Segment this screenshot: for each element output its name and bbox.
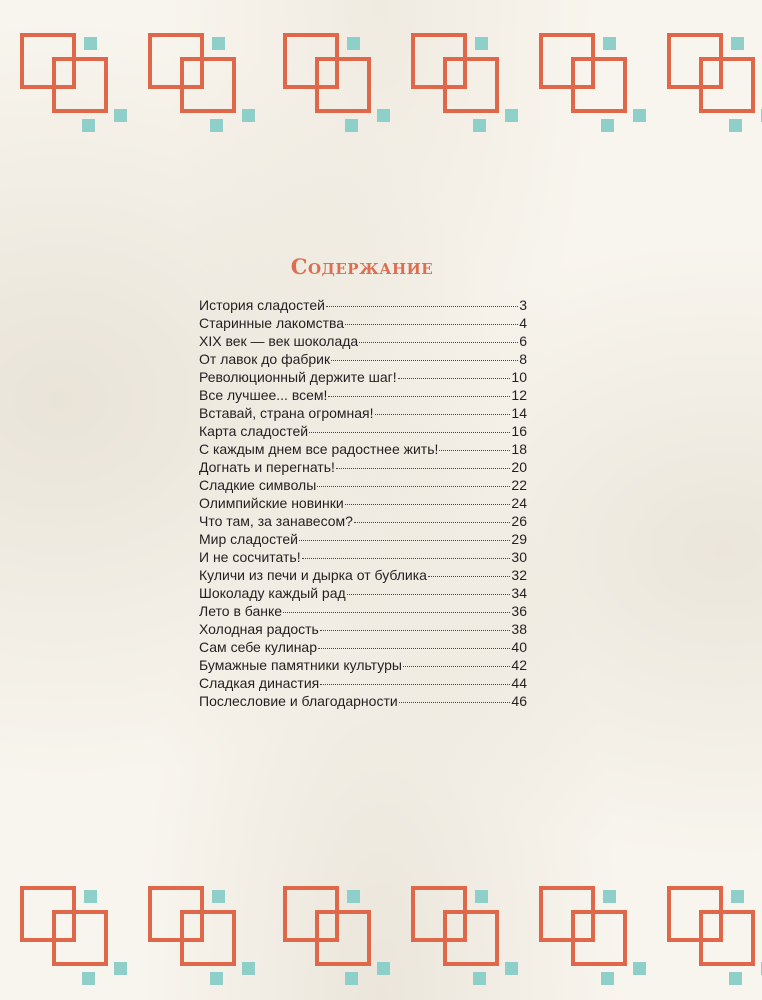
dot-leader (320, 683, 510, 685)
toc-entry[interactable] (199, 459, 527, 477)
toc-entry[interactable] (199, 351, 527, 369)
toc-entry-page-number: 6 (519, 333, 527, 349)
dot-leader (345, 323, 518, 325)
toc-entry-title: И не сосчитать! (199, 549, 301, 565)
dot-leader (302, 557, 511, 559)
toc-entry-page-number: 44 (511, 675, 527, 691)
dot-leader (317, 485, 510, 487)
toc-entry-title: Сладкие символы (199, 477, 317, 493)
toc-entry[interactable] (199, 369, 527, 387)
toc-entry-page-number: 4 (519, 315, 527, 331)
dot-leader (318, 647, 510, 649)
dot-leader (439, 449, 510, 451)
toc-entry[interactable] (199, 531, 527, 549)
toc-entry-page-number: 22 (511, 477, 527, 493)
toc-entry-title: Карта сладостей (199, 423, 309, 439)
toc-entry-page-number: 10 (511, 369, 527, 385)
toc-entry-page-number: 18 (511, 441, 527, 457)
toc-entry[interactable] (199, 441, 527, 459)
toc-entry-page-number: 16 (511, 423, 527, 439)
toc-entry[interactable] (199, 657, 527, 675)
interlocked-squares-ornament-icon (283, 27, 383, 127)
toc-entry[interactable] (199, 639, 527, 657)
dot-leader (403, 665, 510, 667)
dot-leader (328, 395, 510, 397)
dot-leader (309, 431, 510, 433)
dot-leader (428, 575, 510, 577)
dot-leader (320, 629, 511, 631)
dot-leader (354, 521, 510, 523)
toc-entry-title: Бумажные памятники культуры (199, 657, 402, 673)
interlocked-squares-ornament-icon (539, 27, 639, 127)
toc-entry[interactable] (199, 621, 527, 639)
toc-entry[interactable] (199, 603, 527, 621)
bottom-ornament-border (0, 880, 762, 980)
toc-entry-title: От лавок до фабрик (199, 351, 331, 367)
interlocked-squares-ornament-icon (148, 880, 248, 980)
toc-entry-page-number: 24 (511, 495, 527, 511)
toc-entry-title: XIX век — век шоколада (199, 333, 359, 349)
dot-leader (326, 305, 518, 307)
toc-entry-title: Старинные лакомства (199, 315, 345, 331)
toc-entry[interactable] (199, 315, 527, 333)
toc-entry[interactable] (199, 675, 527, 693)
toc-entry[interactable] (199, 387, 527, 405)
toc-entry-title: Лето в банке (199, 603, 283, 619)
interlocked-squares-ornament-icon (667, 880, 762, 980)
toc-entry-title: Холодная радость (199, 621, 319, 637)
toc-entry-title: Куличи из печи и дырка от бублика (199, 567, 427, 583)
toc-entry-page-number: 8 (519, 351, 527, 367)
interlocked-squares-ornament-icon (283, 880, 383, 980)
toc-entry[interactable] (199, 405, 527, 423)
table-of-contents (199, 297, 527, 711)
toc-entry-title: Послесловие и благодарности (199, 693, 398, 709)
toc-entry-page-number: 14 (511, 405, 527, 421)
toc-entry-title: Что там, за занавесом? (199, 513, 353, 529)
dot-leader (283, 611, 510, 613)
toc-entry-title: Сладкая династия (199, 675, 320, 691)
toc-entry[interactable] (199, 423, 527, 441)
toc-entry-page-number: 12 (511, 387, 527, 403)
toc-entry-page-number: 26 (511, 513, 527, 529)
interlocked-squares-ornament-icon (667, 27, 762, 127)
interlocked-squares-ornament-icon (411, 880, 511, 980)
toc-entry-page-number: 42 (511, 657, 527, 673)
toc-entry-title: Вставай, страна огромная! (199, 405, 374, 421)
dot-leader (299, 539, 510, 541)
toc-entry[interactable] (199, 585, 527, 603)
toc-entry-page-number: 30 (511, 549, 527, 565)
interlocked-squares-ornament-icon (20, 27, 120, 127)
dot-leader (347, 593, 511, 595)
interlocked-squares-ornament-icon (148, 27, 248, 127)
toc-entry[interactable] (199, 693, 527, 711)
top-ornament-border (0, 27, 762, 127)
toc-entry[interactable] (199, 567, 527, 585)
toc-entry-page-number: 46 (511, 693, 527, 709)
dot-leader (398, 377, 511, 379)
toc-entry[interactable] (199, 513, 527, 531)
toc-entry-title: Мир сладостей (199, 531, 298, 547)
dot-leader (399, 701, 511, 703)
toc-entry-title: Все лучшее... всем! (199, 387, 328, 403)
toc-entry-title: Догнать и перегнать! (199, 459, 335, 475)
toc-entry[interactable] (199, 333, 527, 351)
toc-entry[interactable] (199, 477, 527, 495)
toc-entry-title: Шоколаду каждый рад (199, 585, 346, 601)
toc-entry-page-number: 40 (511, 639, 527, 655)
toc-entry[interactable] (199, 297, 527, 315)
toc-entry-title: Сам себе кулинар (199, 639, 318, 655)
toc-entry-page-number: 32 (511, 567, 527, 583)
page-title: Содержание (290, 254, 434, 279)
toc-entry-page-number: 20 (511, 459, 527, 475)
toc-entry-title: Олимпийские новинки (199, 495, 344, 511)
toc-entry-page-number: 3 (519, 297, 527, 313)
dot-leader (375, 413, 511, 415)
dot-leader (331, 359, 518, 361)
toc-entry[interactable] (199, 495, 527, 513)
dot-leader (336, 467, 511, 469)
toc-entry[interactable] (199, 549, 527, 567)
interlocked-squares-ornament-icon (20, 880, 120, 980)
toc-entry-page-number: 34 (511, 585, 527, 601)
toc-entry-title: История сладостей (199, 297, 325, 313)
interlocked-squares-ornament-icon (411, 27, 511, 127)
toc-entry-title: Революционный держите шаг! (199, 369, 397, 385)
toc-entry-page-number: 29 (511, 531, 527, 547)
dot-leader (345, 503, 511, 505)
toc-entry-page-number: 38 (511, 621, 527, 637)
interlocked-squares-ornament-icon (539, 880, 639, 980)
dot-leader (359, 341, 518, 343)
toc-entry-title: С каждым днем все радостнее жить! (199, 441, 439, 457)
toc-entry-page-number: 36 (511, 603, 527, 619)
